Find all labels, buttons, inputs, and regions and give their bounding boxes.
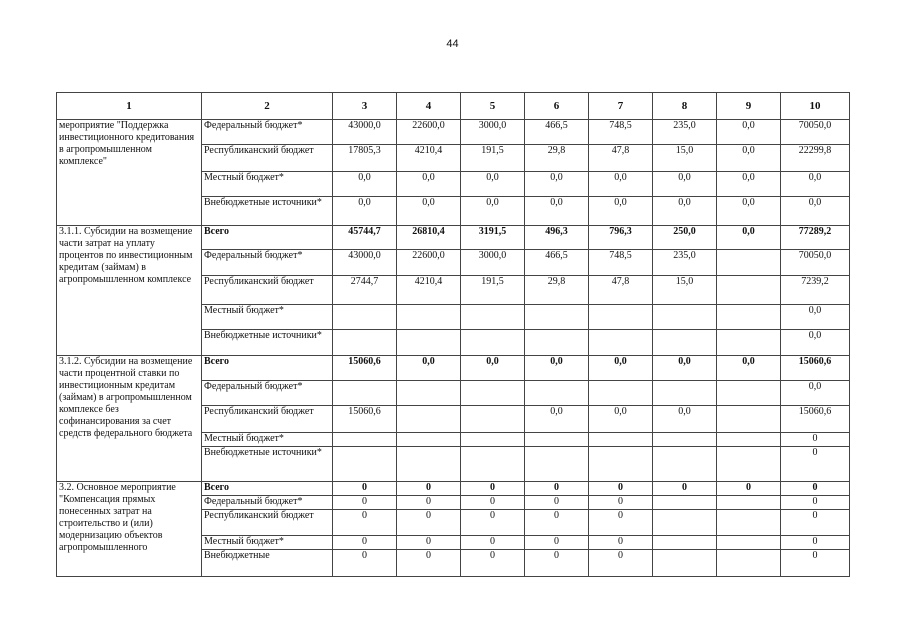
funding-source: Федеральный бюджет*: [202, 496, 333, 510]
value-cell-col6: 29,8: [525, 276, 589, 305]
value-cell-col10: 0: [781, 482, 850, 496]
value-cell-col3: 0: [333, 536, 397, 550]
value-cell-col5: [461, 447, 525, 482]
column-header-9: 9: [717, 93, 781, 120]
column-header-2: 2: [202, 93, 333, 120]
value-cell-col8: [653, 536, 717, 550]
value-cell-col3: 0: [333, 496, 397, 510]
funding-source: Федеральный бюджет*: [202, 250, 333, 276]
value-cell-col4: 0,0: [397, 356, 461, 381]
funding-source: Всего: [202, 226, 333, 250]
value-cell-col5: 191,5: [461, 276, 525, 305]
funding-source: Внебюджетные источники*: [202, 330, 333, 356]
funding-source: Республиканский бюджет: [202, 406, 333, 433]
value-cell-col7: 748,5: [589, 120, 653, 145]
funding-source: Федеральный бюджет*: [202, 381, 333, 406]
table-row: [57, 356, 850, 381]
value-cell-col3: [333, 330, 397, 356]
value-cell-col5: 0,0: [461, 172, 525, 197]
table-row: [57, 226, 850, 250]
value-cell-col9: [717, 550, 781, 577]
value-cell-col10: 0: [781, 447, 850, 482]
value-cell-col9: 0,0: [717, 356, 781, 381]
value-cell-col8: [653, 496, 717, 510]
value-cell-col4: 0: [397, 510, 461, 536]
value-cell-col4: 4210,4: [397, 145, 461, 172]
value-cell-col7: 0,0: [589, 356, 653, 381]
value-cell-col9: 0,0: [717, 172, 781, 197]
value-cell-col10: 70050,0: [781, 250, 850, 276]
value-cell-col9: 0,0: [717, 145, 781, 172]
value-cell-col9: [717, 381, 781, 406]
funding-source: Всего: [202, 356, 333, 381]
value-cell-col5: 0: [461, 496, 525, 510]
column-header-7: 7: [589, 93, 653, 120]
value-cell-col10: 15060,6: [781, 356, 850, 381]
value-cell-col7: 0: [589, 550, 653, 577]
value-cell-col3: 43000,0: [333, 120, 397, 145]
value-cell-col4: [397, 330, 461, 356]
value-cell-col3: 0: [333, 550, 397, 577]
value-cell-col3: 15060,6: [333, 356, 397, 381]
measure-title: 3.2. Основное мероприятие "Компенсация прямых понесенных затрат на строительство и (или) модернизацию объектов агропромышленного: [57, 482, 202, 577]
value-cell-col3: 17805,3: [333, 145, 397, 172]
value-cell-col6: [525, 381, 589, 406]
column-header-8: 8: [653, 93, 717, 120]
measure-title: 3.1.2. Субсидии на возмещение части процентной ставки по инвестиционным кредитам (займам) в агропромышленном комплексе без софинансирования за счет средств федерального бюджета: [57, 356, 202, 482]
value-cell-col5: 0: [461, 536, 525, 550]
column-header-5: 5: [461, 93, 525, 120]
value-cell-col3: 0,0: [333, 197, 397, 226]
funding-source: Местный бюджет*: [202, 433, 333, 447]
value-cell-col6: [525, 305, 589, 330]
value-cell-col7: 47,8: [589, 145, 653, 172]
value-cell-col8: 0,0: [653, 406, 717, 433]
value-cell-col9: [717, 510, 781, 536]
value-cell-col3: 0,0: [333, 172, 397, 197]
value-cell-col9: 0: [717, 482, 781, 496]
value-cell-col7: 748,5: [589, 250, 653, 276]
value-cell-col3: [333, 381, 397, 406]
value-cell-col4: 0: [397, 550, 461, 577]
value-cell-col5: 0: [461, 482, 525, 496]
value-cell-col8: 0,0: [653, 172, 717, 197]
column-header-4: 4: [397, 93, 461, 120]
column-header-3: 3: [333, 93, 397, 120]
funding-source: Всего: [202, 482, 333, 496]
value-cell-col10: 0,0: [781, 172, 850, 197]
funding-source: Внебюджетные: [202, 550, 333, 577]
value-cell-col9: 0,0: [717, 120, 781, 145]
value-cell-col8: [653, 510, 717, 536]
value-cell-col6: 466,5: [525, 250, 589, 276]
value-cell-col9: [717, 406, 781, 433]
value-cell-col7: 0: [589, 496, 653, 510]
value-cell-col6: 0: [525, 550, 589, 577]
value-cell-col4: 22600,0: [397, 120, 461, 145]
value-cell-col10: 0: [781, 510, 850, 536]
value-cell-col3: 45744,7: [333, 226, 397, 250]
funding-source: Внебюджетные источники*: [202, 197, 333, 226]
value-cell-col8: [653, 305, 717, 330]
value-cell-col10: 0: [781, 550, 850, 577]
value-cell-col6: 0,0: [525, 406, 589, 433]
value-cell-col7: 796,3: [589, 226, 653, 250]
value-cell-col4: 4210,4: [397, 276, 461, 305]
value-cell-col10: 0,0: [781, 330, 850, 356]
value-cell-col8: 15,0: [653, 276, 717, 305]
value-cell-col7: 0: [589, 536, 653, 550]
value-cell-col7: [589, 330, 653, 356]
column-header-10: 10: [781, 93, 850, 120]
value-cell-col6: 0: [525, 496, 589, 510]
page-number: 44: [446, 38, 459, 50]
funding-source: Внебюджетные источники*: [202, 447, 333, 482]
value-cell-col7: 47,8: [589, 276, 653, 305]
value-cell-col7: 0,0: [589, 172, 653, 197]
value-cell-col3: [333, 305, 397, 330]
value-cell-col9: [717, 305, 781, 330]
value-cell-col7: 0: [589, 510, 653, 536]
value-cell-col9: 0,0: [717, 197, 781, 226]
value-cell-col9: [717, 276, 781, 305]
value-cell-col5: 3191,5: [461, 226, 525, 250]
value-cell-col4: 0,0: [397, 197, 461, 226]
funding-source: Местный бюджет*: [202, 536, 333, 550]
value-cell-col9: [717, 447, 781, 482]
value-cell-col5: [461, 433, 525, 447]
value-cell-col7: [589, 381, 653, 406]
value-cell-col9: [717, 496, 781, 510]
value-cell-col5: [461, 305, 525, 330]
value-cell-col9: [717, 433, 781, 447]
value-cell-col8: 0: [653, 482, 717, 496]
column-header-6: 6: [525, 93, 589, 120]
value-cell-col8: 0,0: [653, 197, 717, 226]
value-cell-col6: 0: [525, 482, 589, 496]
value-cell-col4: 0: [397, 482, 461, 496]
measure-title: 3.1.1. Субсидии на возмещение части затрат на уплату процентов по инвестиционным кредитам (займам) в агропромышленном комплексе: [57, 226, 202, 356]
funding-source: Местный бюджет*: [202, 172, 333, 197]
funding-source: Республиканский бюджет: [202, 510, 333, 536]
funding-source: Республиканский бюджет: [202, 276, 333, 305]
value-cell-col4: 0: [397, 496, 461, 510]
table-header-row: [57, 93, 850, 120]
value-cell-col8: [653, 433, 717, 447]
value-cell-col5: 191,5: [461, 145, 525, 172]
value-cell-col7: [589, 447, 653, 482]
value-cell-col7: 0: [589, 482, 653, 496]
column-header-1: 1: [57, 93, 202, 120]
value-cell-col10: 0: [781, 536, 850, 550]
value-cell-col3: [333, 433, 397, 447]
value-cell-col8: [653, 550, 717, 577]
value-cell-col3: 43000,0: [333, 250, 397, 276]
value-cell-col8: 0,0: [653, 356, 717, 381]
value-cell-col7: [589, 305, 653, 330]
value-cell-col3: 15060,6: [333, 406, 397, 433]
value-cell-col5: 0: [461, 550, 525, 577]
value-cell-col8: 235,0: [653, 250, 717, 276]
value-cell-col6: 496,3: [525, 226, 589, 250]
value-cell-col10: 0: [781, 496, 850, 510]
value-cell-col7: 0,0: [589, 406, 653, 433]
value-cell-col10: 0,0: [781, 305, 850, 330]
value-cell-col6: 0: [525, 536, 589, 550]
value-cell-col3: 2744,7: [333, 276, 397, 305]
value-cell-col8: [653, 330, 717, 356]
value-cell-col10: 77289,2: [781, 226, 850, 250]
value-cell-col6: [525, 330, 589, 356]
value-cell-col6: 0,0: [525, 197, 589, 226]
value-cell-col4: 22600,0: [397, 250, 461, 276]
value-cell-col4: 26810,4: [397, 226, 461, 250]
value-cell-col9: [717, 250, 781, 276]
value-cell-col3: [333, 447, 397, 482]
value-cell-col6: [525, 447, 589, 482]
funding-source: Федеральный бюджет*: [202, 120, 333, 145]
value-cell-col8: [653, 381, 717, 406]
measure-title: мероприятие "Поддержка инвестиционного кредитования в агропромышленном комплексе": [57, 120, 202, 226]
value-cell-col8: [653, 447, 717, 482]
value-cell-col5: 3000,0: [461, 250, 525, 276]
value-cell-col10: 22299,8: [781, 145, 850, 172]
value-cell-col7: 0,0: [589, 197, 653, 226]
value-cell-col10: 15060,6: [781, 406, 850, 433]
value-cell-col9: [717, 536, 781, 550]
value-cell-col4: [397, 381, 461, 406]
value-cell-col6: 466,5: [525, 120, 589, 145]
value-cell-col4: [397, 305, 461, 330]
value-cell-col10: 0: [781, 433, 850, 447]
value-cell-col6: 29,8: [525, 145, 589, 172]
value-cell-col10: 0,0: [781, 381, 850, 406]
value-cell-col5: 0: [461, 510, 525, 536]
value-cell-col5: 0,0: [461, 356, 525, 381]
table-row: [57, 482, 850, 496]
value-cell-col9: [717, 330, 781, 356]
value-cell-col4: [397, 447, 461, 482]
value-cell-col3: 0: [333, 482, 397, 496]
value-cell-col5: [461, 330, 525, 356]
value-cell-col5: 3000,0: [461, 120, 525, 145]
value-cell-col5: [461, 381, 525, 406]
funding-source: Местный бюджет*: [202, 305, 333, 330]
value-cell-col4: [397, 406, 461, 433]
value-cell-col8: 250,0: [653, 226, 717, 250]
value-cell-col10: 7239,2: [781, 276, 850, 305]
value-cell-col10: 70050,0: [781, 120, 850, 145]
value-cell-col10: 0,0: [781, 197, 850, 226]
value-cell-col9: 0,0: [717, 226, 781, 250]
value-cell-col4: 0: [397, 536, 461, 550]
value-cell-col4: [397, 433, 461, 447]
funding-source: Республиканский бюджет: [202, 145, 333, 172]
value-cell-col6: [525, 433, 589, 447]
table-row: [57, 120, 850, 145]
value-cell-col6: 0: [525, 510, 589, 536]
value-cell-col8: 15,0: [653, 145, 717, 172]
budget-table: [56, 92, 850, 577]
value-cell-col5: [461, 406, 525, 433]
value-cell-col5: 0,0: [461, 197, 525, 226]
value-cell-col7: [589, 433, 653, 447]
value-cell-col3: 0: [333, 510, 397, 536]
value-cell-col4: 0,0: [397, 172, 461, 197]
value-cell-col8: 235,0: [653, 120, 717, 145]
value-cell-col6: 0,0: [525, 172, 589, 197]
value-cell-col6: 0,0: [525, 356, 589, 381]
